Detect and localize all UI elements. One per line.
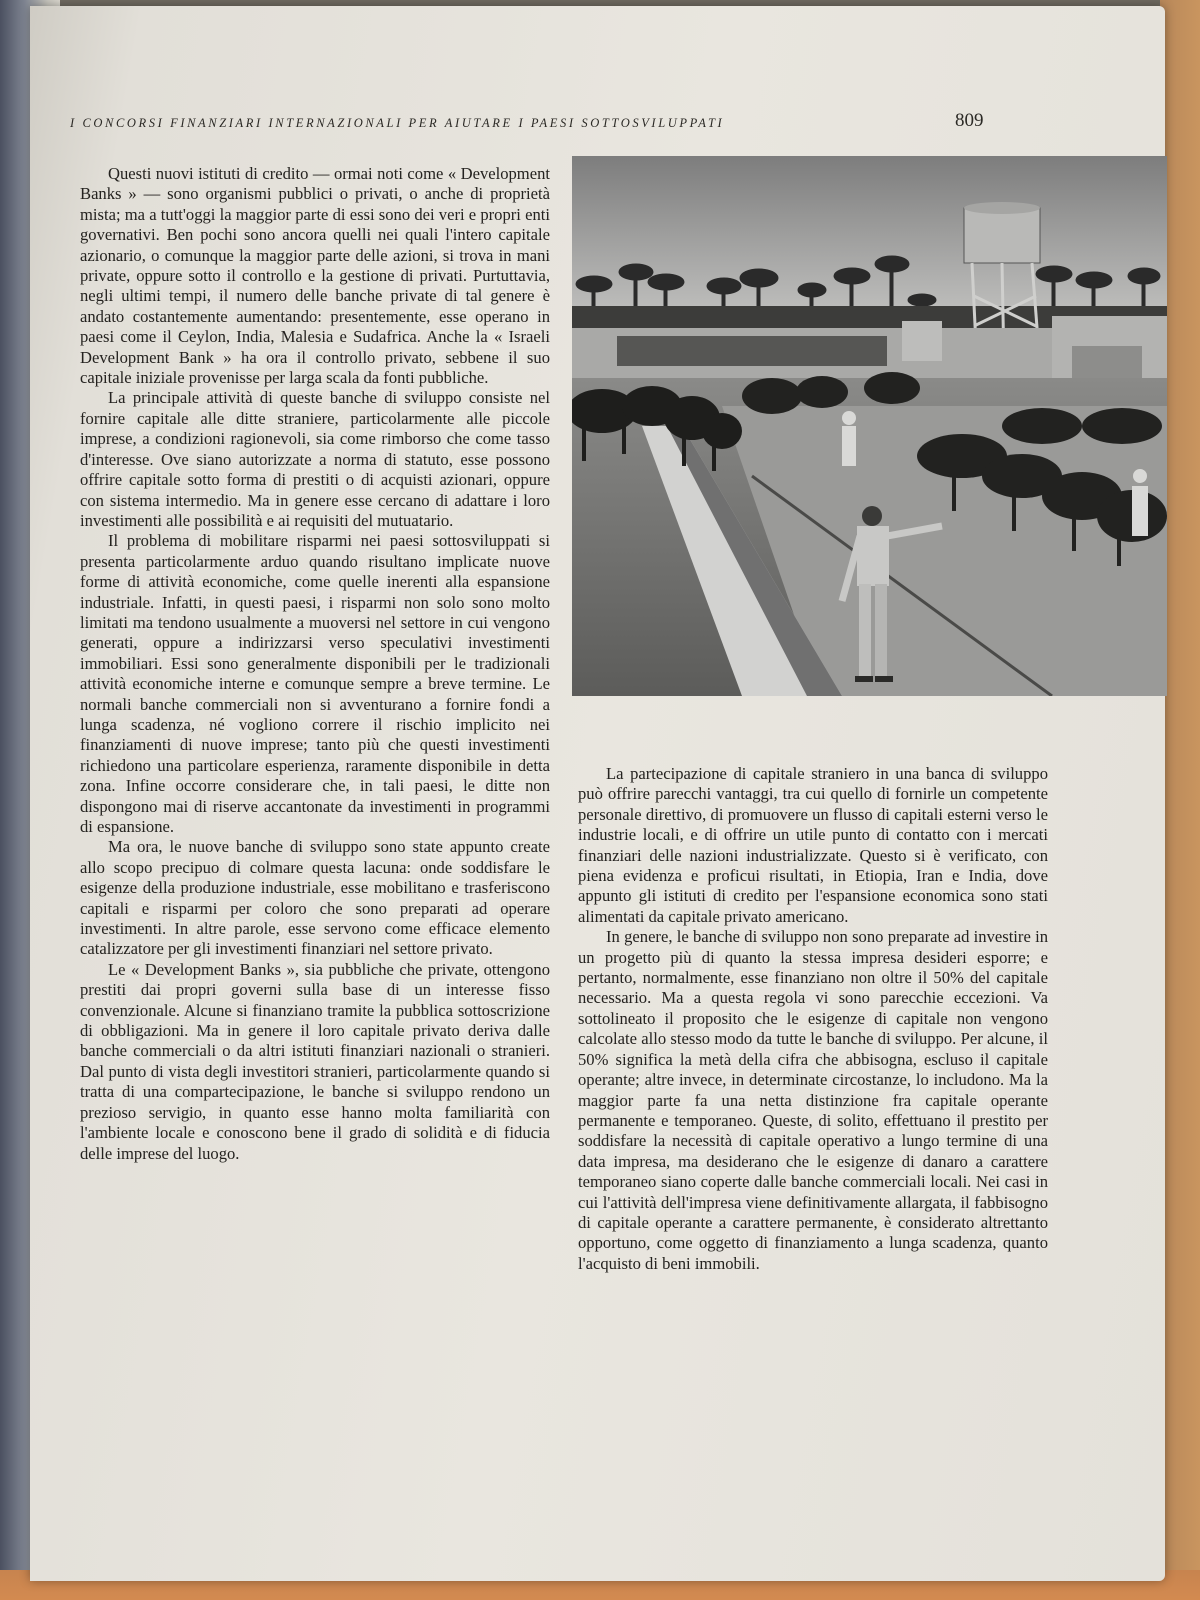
paragraph: Ma ora, le nuove banche di sviluppo sono state appunto create allo scopo precipuo di colmare questa lacuna: onde soddisfare le esigenze della produzione industriale, esse mobilitano e trasferiscono capitali e risparmi per coloro che sono preparati ad operare investimenti. In altre parole, esse servono come efficace elemento catalizzatore per gli investimenti finanziari nel settore privato. [80,837,550,959]
right-text-column [578,764,1048,1274]
paragraph: Le « Development Banks », sia pubbliche che private, ottengono prestiti dai propri governi sulla base di un interesse fisso convenzionale. Alcune si finanziano tramite la pubblica sottoscrizione di obbligazioni. Ma in genere il loro capitale privato deriva dalle banche commerciali o da altri istituti finanziari nazionali o stranieri. Dal punto di vista degli investitori stranieri, particolarmente quando si tratta di una compartecipazione, le banche si sviluppo rendono un prezioso servigio, in quanto esse hanno molta familiarità con l'ambiente locale e conoscono bene il grado di solidità e di fiducia delle imprese del luogo. [80,959,550,1163]
left-text-column [80,164,550,1164]
page-number: 809 [955,110,984,131]
paragraph: La partecipazione di capitale straniero in una banca di sviluppo può offrire parecchi vantaggi, tra cui quello di fornirle un competente personale direttivo, di promuovere un flusso di capitali esterni verso le industrie locali, e di offrire un utile punto di contatto con i mercati finanziari delle nazioni industrializzate. Questo si è verificato, con piena evidenza e proficui risultati, in Etiopia, Iran e India, dove appunto gli istituti di credito per l'espansione economica sono stati alimentati da capitale privato americano. [578,764,1048,926]
paragraph: Questi nuovi istituti di credito — ormai noti come « Development Banks » — sono organismi pubblici o privati, o anche di proprietà mista; ma a tutt'oggi la maggior parte di essi sono dei veri e propri enti governativi. Ben pochi sono ancora quelli nei quali l'intero capitale azionario, o comunque la maggior parte delle azioni, si trova in mani private, oppure sotto il controllo e la gestione di privati. Purtuttavia, negli ultimi tempi, il numero delle banche private di tal genere è andato costantemente aumentando: presentemente, esse operano in paesi come il Ceylon, India, Malesia e Sudafrica. Anche la « Israeli Development Bank » ha ora il controllo privato, sebbene il suo capitale iniziale provenisse per larga scala da fonti pubbliche. [80,164,550,388]
paragraph: La principale attività di queste banche di sviluppo consiste nel fornire capitale alle ditte straniere, particolarmente alle piccole imprese, a condizioni ragionevoli, sia come rimborso che come tasso d'interesse. Ove siano autorizzate a norma di statuto, esse possono offrire capitale sotto forma di prestiti o di acquisti azionari, oppure con sistema intermedio. Ma in genere esse cercano di adattare i loro investimenti alle possibilità e ai requisiti del mutuatario. [80,388,550,530]
running-title: I CONCORSI FINANZIARI INTERNAZIONALI PER AIUTARE I PAESI SOTTOSVILUPPATI [70,116,725,130]
book-page [30,6,1165,1581]
photograph-image [572,156,1167,696]
photograph [572,156,1167,696]
paragraph: In genere, le banche di sviluppo non sono preparate ad investire in un progetto più di quanto la stessa impresa desideri esporre; e pertanto, normalmente, esse finanziano non oltre il 50% del capitale necessario. Ma a questa regola vi sono parecchie eccezioni. Va sottolineato il proposito che le esigenze di capitale non vengono calcolate allo stesso modo da tutte le banche di sviluppo. Per alcune, il 50% significa la metà della cifra che abbisogna, escluso il capitale operante; altre invece, in determinate circostanze, lo includono. Ma la maggior parte fa una netta distinzione fra capitale operante permanente e temporaneo. Queste, di solito, effettuano il prestito per soddisfare la necessità di capitale operativo a lungo termine di una data impresa, ma desiderano che le esigenze di danaro a carattere temporaneo siano coperte dalle banche commerciali locali. Nei casi in cui l'attività dell'impresa viene definitivamente allargata, il fabbisogno di capitale operante a carattere permanente, è considerato altrettanto opportuno, come oggetto di finanziamento a lunga scadenza, quanto l'acquisto di beni immobili. [578,927,1048,1273]
paragraph: Il problema di mobilitare risparmi nei paesi sottosviluppati si presenta particolarmente arduo quando risultano implicate nuove forme di attività economiche, come quelle inerenti alla espansione industriale. Infatti, in questi paesi, i risparmi non solo sono molto limitati ma tendono usualmente a muoversi nel settore in cui vengono generati, oppure a indirizzarsi verso speculativi investimenti immobiliari. Essi sono generalmente disponibili per le tradizionali attività economiche interne e comunque sempre a breve termine. Le normali banche commerciali non si avventurano a fornire fondi a lunga scadenza, né vogliono correre il rischio implicito nei finanziamenti di nuove imprese; tanto più che questi investimenti richiedono una particolare esperienza, raramente disponibile in detta zona. Infine occorre considerare che, in tali paesi, le ditte non dispongono mai di riserve accantonate da investimenti in programmi di espansione. [80,531,550,836]
